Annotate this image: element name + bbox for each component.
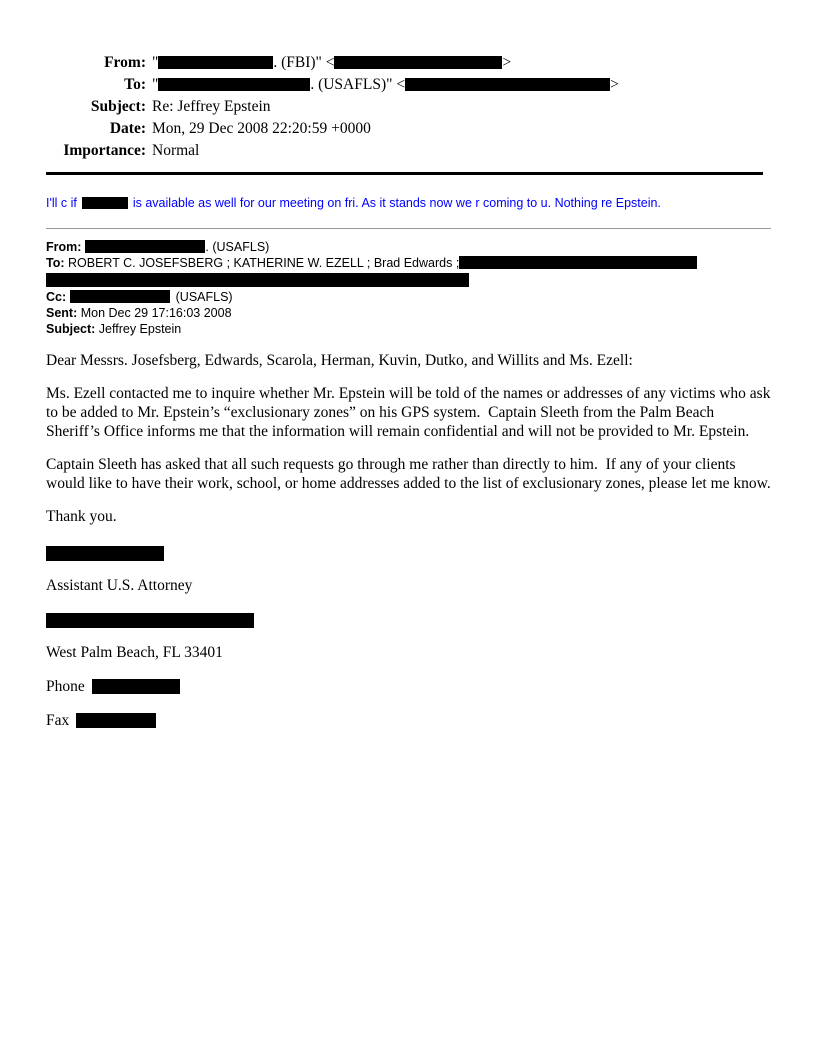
closing-thanks: Thank you.: [46, 508, 117, 525]
reply-text-part1: I'll c if: [46, 196, 77, 210]
redaction-bar: [158, 78, 310, 91]
date-value: Mon, 29 Dec 2008 22:20:59 +0000: [152, 120, 371, 137]
quoted-to-label: To:: [46, 256, 65, 270]
quoted-message-divider: [46, 228, 771, 229]
quoted-from-label: From:: [46, 240, 82, 254]
quoted-row-to: [46, 255, 771, 287]
from-close-bracket: >: [502, 54, 512, 71]
subject-value: Re: Jeffrey Epstein: [152, 98, 271, 115]
from-label: From:: [104, 54, 146, 71]
signature-block: [46, 546, 771, 730]
quoted-sent-value: Mon Dec 29 17:16:03 2008: [77, 306, 232, 320]
signature-phone: [46, 677, 771, 696]
body-paragraph-1: Ms. Ezell contacted me to inquire whether Mr. Epstein will be told of the names or addresses of any victims who ask to be added to Mr. Epstein’s “exclusionary zones” on his GPS system. Captain Sleeth from the Palm Beach Sheriff’s Office informs me that the information will remain confidential and will not be provided to Mr. Epstein.: [46, 385, 771, 440]
date-label: Date:: [109, 120, 146, 137]
redaction-bar: [92, 679, 180, 694]
importance-value: Normal: [152, 142, 200, 159]
redaction-bar: [76, 713, 156, 728]
quoted-subject-value: Jeffrey Epstein: [95, 322, 182, 336]
quoted-to-value: ROBERT C. JOSEFSBERG ; KATHERINE W. EZELL ; Brad Edwards ;: [64, 256, 460, 270]
subject-label: Subject:: [90, 98, 146, 115]
signature-city: West Palm Beach, FL 33401: [46, 644, 223, 661]
redaction-bar: [46, 546, 164, 561]
reply-text-part2: is available as well for our meeting on fri. As it stands now we r coming to u. Nothing re Epstein.: [132, 196, 661, 210]
phone-label: Phone: [46, 678, 85, 695]
quoted-from-suffix: . (USAFLS): [205, 240, 270, 254]
quoted-row-subject: [46, 321, 771, 337]
quoted-row-from: [46, 239, 771, 255]
from-value: [152, 52, 511, 74]
to-label: To:: [124, 76, 146, 93]
quoted-row-sent: [46, 305, 771, 321]
redaction-bar: [158, 56, 273, 69]
redaction-bar: [46, 273, 469, 287]
quoted-cc-suffix: (USAFLS): [172, 290, 233, 304]
quoted-cc-label: Cc:: [46, 290, 67, 304]
header-divider-rule: [46, 172, 763, 175]
redaction-bar: [85, 240, 205, 253]
redaction-bar: [82, 197, 128, 209]
to-open-quote: ": [152, 76, 159, 93]
to-close-bracket: >: [610, 76, 619, 93]
fax-label: Fax: [46, 712, 70, 729]
signature-title: Assistant U.S. Attorney: [46, 577, 193, 594]
redaction-bar: [459, 256, 697, 269]
email-body: [46, 351, 771, 730]
quoted-email-header: [46, 239, 771, 337]
quoted-subject-label: Subject:: [46, 322, 96, 336]
salutation: Dear Messrs. Josefsberg, Edwards, Scarola, Herman, Kuvin, Dutko, and Willits and Ms. Ezell:: [46, 352, 633, 369]
to-value: [152, 74, 619, 96]
redaction-bar: [70, 290, 170, 303]
redaction-bar: [334, 56, 502, 69]
to-mid-text: . (USAFLS)" <: [310, 76, 406, 93]
header-row-to: [46, 74, 771, 96]
body-paragraph-2: Captain Sleeth has asked that all such requests go through me rather than directly to him. If any of your clients would like to have their work, school, or home addresses added to the list of exclusionary zones, please let me know.: [46, 456, 771, 492]
quoted-row-cc: [46, 289, 771, 305]
header-row-importance: [46, 140, 771, 162]
signature-fax: [46, 711, 771, 730]
header-row-subject: [46, 96, 771, 118]
from-mid-text: . (FBI)" <: [273, 54, 335, 71]
quoted-sent-label: Sent:: [46, 306, 78, 320]
redaction-bar: [46, 613, 254, 628]
from-open-quote: ": [152, 54, 159, 71]
importance-label: Importance:: [63, 142, 146, 159]
reply-message: [46, 196, 771, 211]
header-row-date: [46, 118, 771, 140]
header-row-from: [46, 52, 771, 74]
redaction-bar: [405, 78, 610, 91]
email-header: [46, 52, 771, 162]
